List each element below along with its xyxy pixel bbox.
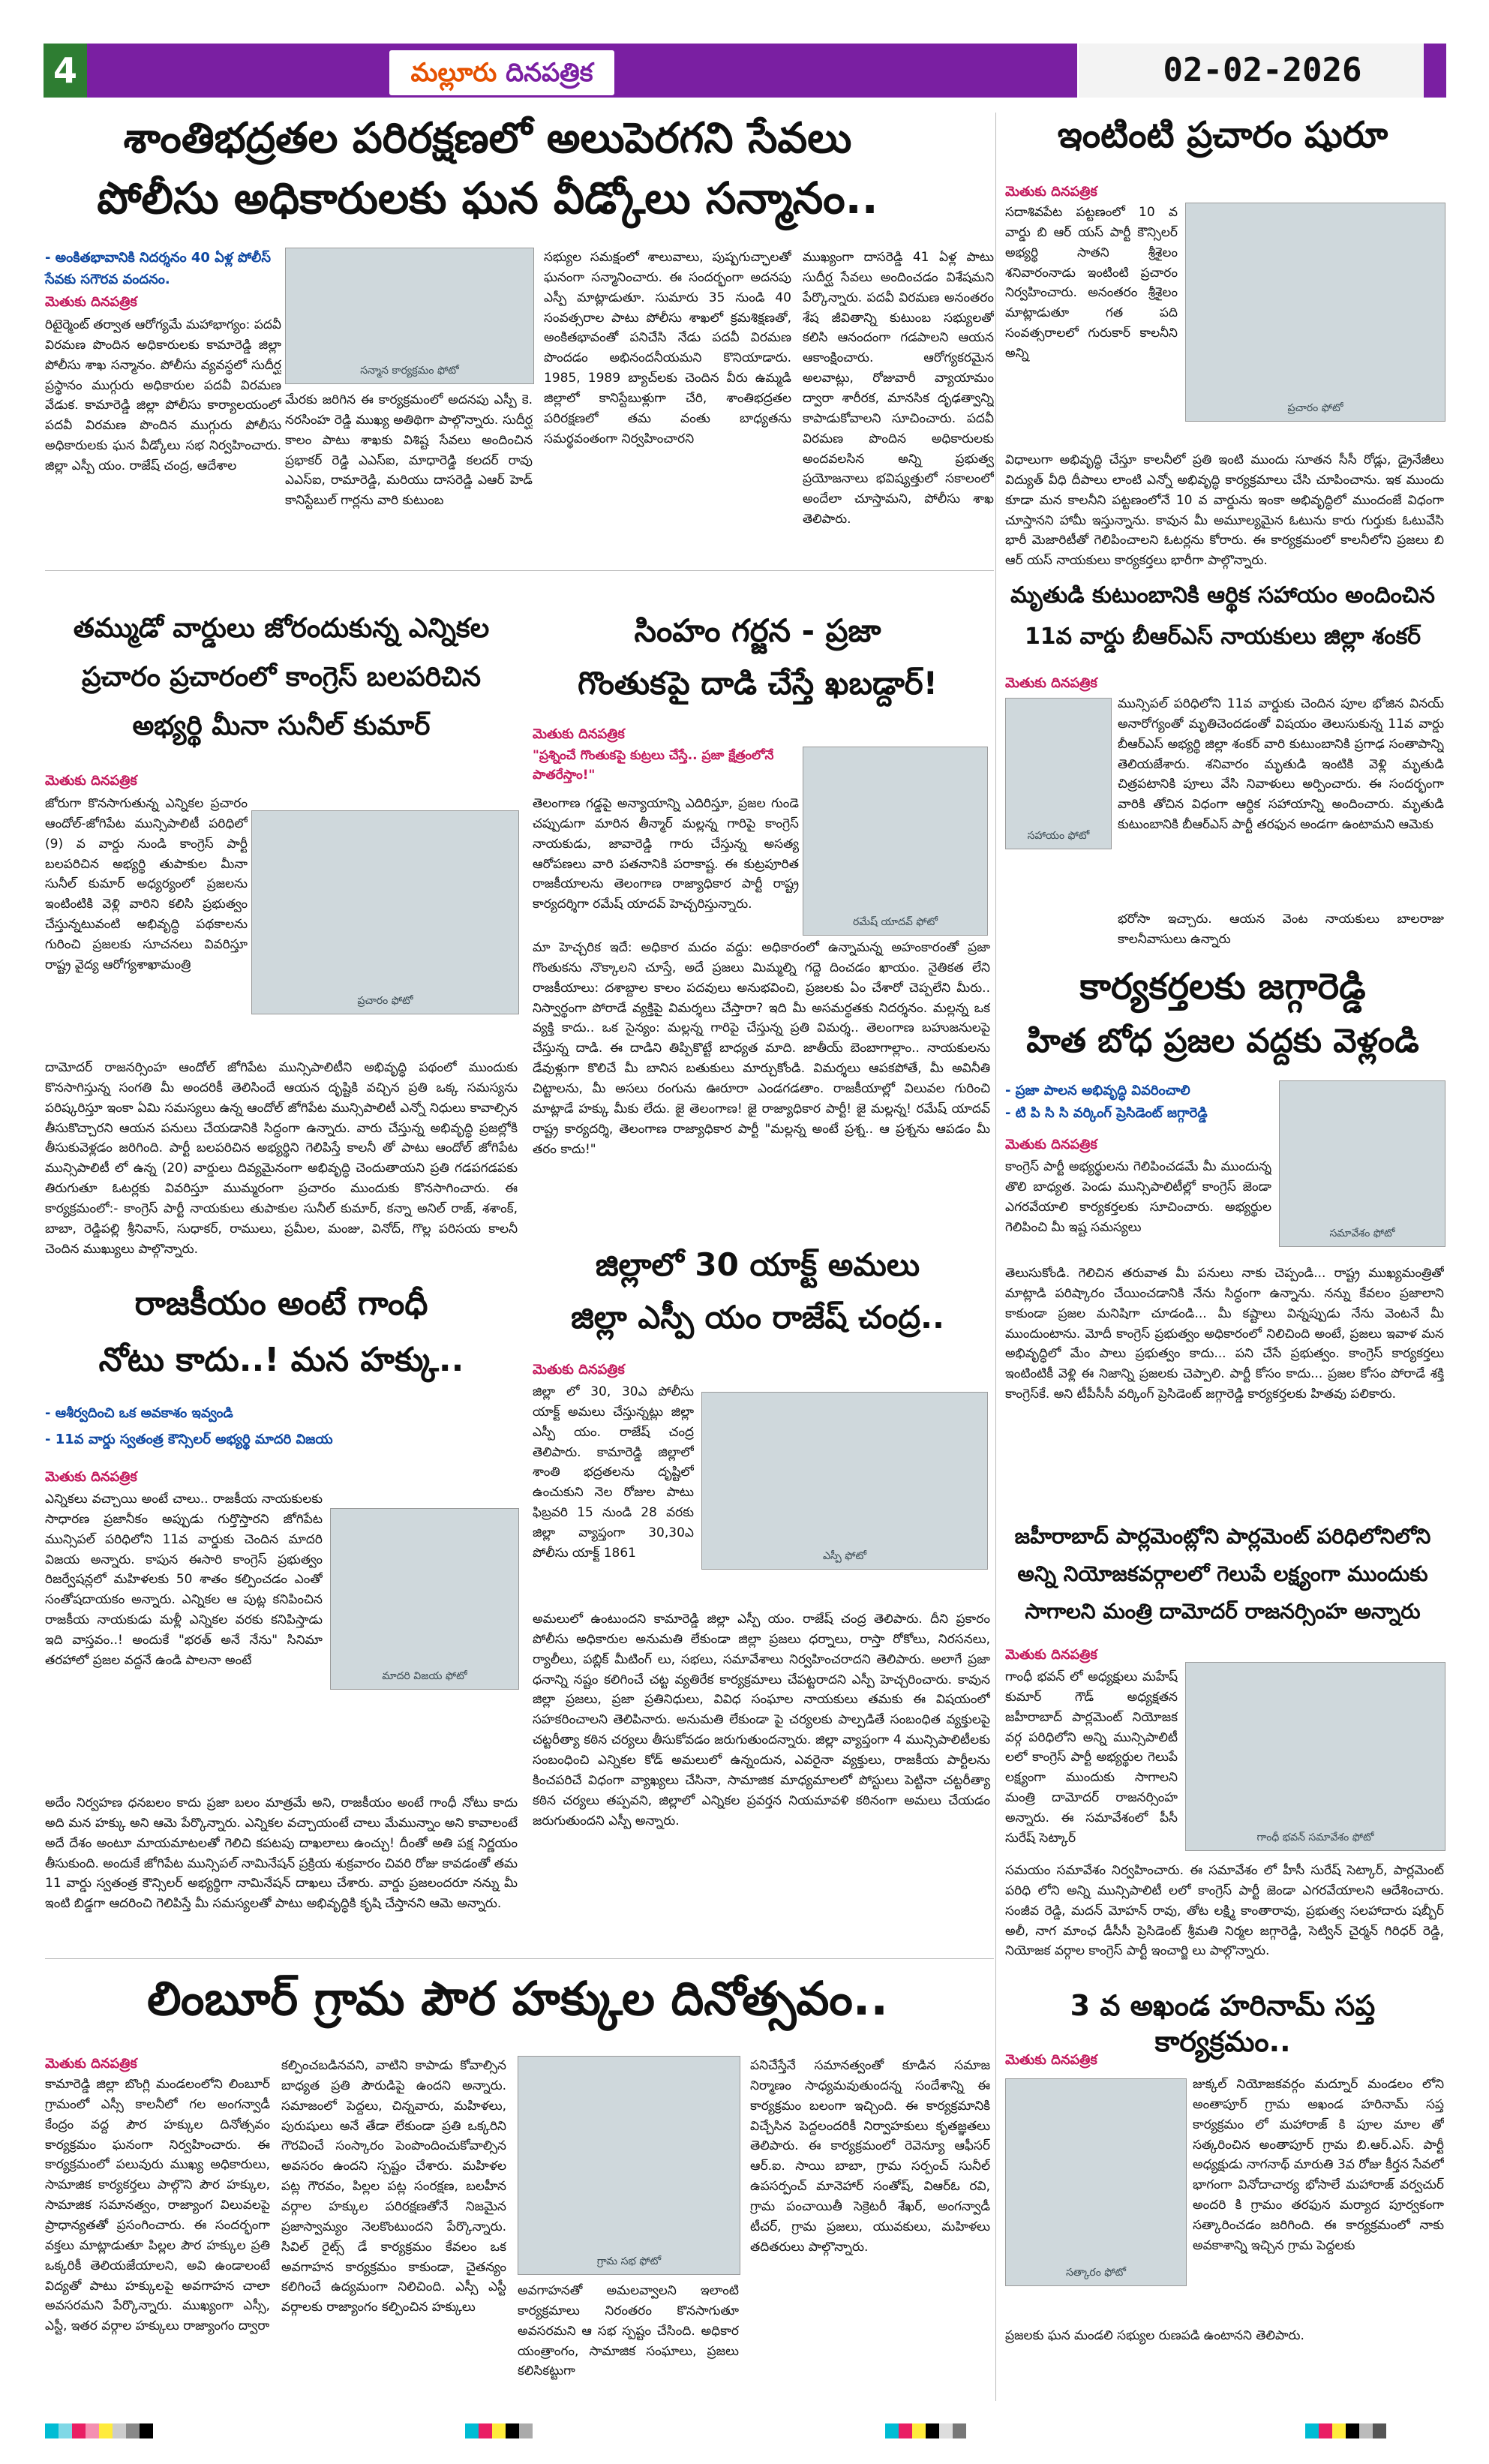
workers-headline-1: కార్యకర్తలకు జగ్గారెడ్డి	[1079, 966, 1366, 1008]
limbur-col1: కామారెడ్డి జిల్లా బొంగ్లి మండలంలోని లింబూర్ గ్రామంలో ఎస్సీ కాలనీలో గల అంగన్వాడీ కేంద్రం వద్ద పౌర హక్కుల దినోత్సవం కార్యక్రమం ఘనంగా నిర్వహించారు. ఈ కార్యక్రమంలో పలువురు ముఖ్య అధికారులు, సామాజిక కార్యకర్తలు పాల్గొని పౌర హక్కుల, సామాజిక సమానత్వం, రాజ్యాంగ విలువలపై ప్రాధాన్యతతో ప్రసంగించారు. ఈ సందర్భంగా వక్తలు మాట్లాడుతూ పిల్లల పౌర హక్కుల ప్రతి ఒక్కరికీ తెలియజేయాలని, అవి ఉండాలంటే విద్యతో పాటు హక్కులపై అవగాహన చాలా అవసరమని పేర్కొన్నారు. ముఖ్యంగా ఎస్సీ, ఎస్టీ, ఇతర వర్గాల హక్కులు రాజ్యాంగం ద్వారా	[45, 2077, 270, 2334]
gandhi-bullet-2: - 11వ వార్డు స్వతంత్ర కౌన్సిలర్ అభ్యర్థి మాదరి విజయ	[45, 1432, 333, 1447]
workers-bullet-2: - టి పి సి సి వర్కింగ్ ప్రెసిడెంట్ జగ్గారెడ్డి	[1005, 1105, 1208, 1121]
candidate-text-left: జోరుగా కొనసాగుతున్న ఎన్నికల ప్రచారం ఆందోల్-జోగిపేట మున్సిపాలిటీ పరిధిలో (9) వ వార్డు నుండి కాంగ్రెస్ పార్టీ బలపరిచిన అభ్యర్థి తుపాకుల మీనా సునీల్ కుమార్ అధ్యర్యంలో ప్రజలను ఇంటింటికి వెళ్లి వారిని కలిసి ప్రభుత్వం చేస్తున్నటువంటి అభివృద్ధి పథకాలను గురించి ప్రజలకు సూచనలు వివరిస్తూ రాష్ట్ర వైద్య ఆరోగ్యశాఖామంత్రి	[45, 796, 248, 972]
police-photo: సన్మాన కార్యక్రమం ఫోటో	[285, 248, 534, 384]
registration-bar	[465, 2423, 533, 2438]
section-rule	[45, 1958, 994, 1959]
police-col4: ముఖ్యంగా దాసరెడ్డి 41 ఏళ్ల పాటు సుదీర్ఘ సేవలు అందించడం విశేషమని పేర్కొన్నారు. పదవీ విరమణ అనంతరం శేష జీవితాన్ని కుటుంబ సభ్యులతో కలిసి ఆనందంగా గడపాలని ఆయన ఆకాంక్షించారు. ఆరోగ్యకరమైన అలవాట్లు, రోజువారీ వ్యాయామం ద్వారా శారీరక, మానసిక దృఢత్వాన్ని కాపాడుకోవాలని సూచించారు. పదవీ విరమణ పొందిన అధికారులకు అందవలసిన అన్ని ప్రభుత్వ ప్రయోజనాలు భవిష్యత్తులో సకాలంలో అందేలా చూస్తామని, పోలీసు శాఖ తెలిపారు.	[803, 250, 994, 527]
gandhi-source: మెతుకు దినపత్రిక	[45, 1469, 137, 1485]
harinam-photo: సత్కారం ఫోటో	[1005, 2078, 1187, 2286]
harinam-text-right: జుక్కల్ నియోజకవర్గం మద్నూర్ మండలం లోని అంతాపూర్ గ్రామ అఖండ హరినామ్ సప్త కార్యక్రమం లో మహారాజ్ కి పూల మాల తో సత్కరించిన అంతాపూర్ గ్రామ బి.ఆర్.ఎస్. పార్టీ అధ్యక్షుడు నాగనాథ్ మారుతి 3వ రోజు కీర్తన సేవలో భాగంగా వినోదాచార్య భోసాలే మహారాజ్ వర్వచుర్ అందరి కి గ్రామం తరఫున మర్యాద పూర్వకంగా సత్కారించడం జరిగింది. ఈ కార్యక్రమంలో నాకు అవకాశాన్ని ఇచ్చిన గ్రామ పెద్దలకు	[1193, 2077, 1444, 2253]
workers-text-full: తెలుసుకోండి. గెలిచిన తరువాత మీ పనులు నాకు చెప్పండి... రాష్ట్ర ముఖ్యమంత్రితో మాట్లాడి పరిష్కారం చేయించడానికి నేను సిద్ధంగా ఉన్నాను. నన్ను కేవలం ప్రజాలాని కాకుండా ప్రజల మనిషిగా చూడండి... మీ కష్టాలు విన్నప్పుడు నేను వెంటనే మీ ముందుంటాను. మోదీ కాంగ్రెస్ ప్రభుత్వం అధికారంలో నిలిచింది అంటే, ప్రజలు ఇవాళ మన అభివృద్ధిలో మేం పాలు ప్రభుత్వం కాదు... పని చేసే ప్రభుత్వం. కాంగ్రెస్ కార్యకర్తలు ఇంటింటికీ వెళ్లి ఈ నిజాన్ని ప్రజలకు చెప్పాలి. పార్టీ కోసం కాదు... ప్రజల కోసం పోరాడే శక్తి కాంగ్రెస్‌కే. అని టీపీసీసీ వర్కింగ్ ప్రెసిడెంట్ జగ్గారెడ్డి కార్యకర్తలకు హితవు పలికారు.	[1005, 1266, 1444, 1402]
limbur-headline: లింబూర్ గ్రామ పౌర హక్కుల దినోత్సవం..	[147, 1971, 888, 2026]
act30-photo: ఎస్పీ ఫోటో	[701, 1392, 988, 1570]
parliament-source: మెతుకు దినపత్రిక	[1005, 1647, 1097, 1663]
door-text-full: విధాలుగా అభివృద్ధి చేస్తూ కాలనీలో ప్రతి ఇంటి ముందు సూతన సీసీ రోడ్లు, డ్రైనేజీలు విద్యుత్ వీధి దీపాలు లాంటి ఎన్నో అభివృద్ధి కార్యక్రమాలు చేసి చూపించాను. ఇక ముందు కూడా మన కాలనీని పట్టణంలోనే 10 వ వార్డును ఇంకా అభివృద్ధిలో ముందంజే విధంగా చూస్తానని హామీ ఇస్తున్నాను. కావున మీ అమూల్యమైన ఓటును కారు గుర్తుకు ఓటువేసి భారీ మెజారిటీతో గెలిపించాలని ఓటర్లను కోరారు. ఈ కార్యక్రమంలో కాలనీలోని ప్రజలు బి ఆర్ యస్ నాయకులు కార్యకర్తలు భారీగా పాల్గొన్నారు.	[1005, 452, 1444, 569]
aid-text-full: భరోసా ఇచ్చారు. ఆయన వెంట నాయకులు బాలరాజు కాలనీవాసులు ఉన్నారు	[1118, 912, 1444, 947]
candidate-headline-1: తమ్ముడో వార్డులు జోరందుకున్న ఎన్నికల	[73, 613, 490, 644]
parliament-headline-2: అన్ని నియోజకవర్గాలలో గెలుపే లక్ష్యంగా ముందుకు	[1017, 1561, 1428, 1586]
logo-main: దినపత్రిక	[506, 58, 593, 88]
parliament-photo: గాంధీ భవన్ సమావేశం ఫోటో	[1185, 1662, 1445, 1851]
page-header	[44, 44, 1446, 98]
gandhi-bullet-1: - ఆశీర్వదించి ఒక అవకాశం ఇవ్వండి	[45, 1405, 233, 1421]
aid-photo: సహాయం ఫోటో	[1005, 698, 1112, 849]
candidate-headline-3: అభ్యర్థి మీనా సునీల్ కుమార్	[132, 711, 431, 741]
gandhi-text-full: అదేం నిర్వహణ ధనబలం కాదు ప్రజా బలం మాత్రమే అని, రాజకీయం అంటే గాంధీ నోటు కాదు అది మన హక్కు అని ఆమె పేర్కొన్నారు. ఎన్నికల వచ్చాయంటే చాలు మేమున్నాం అని కావాలంటే అదే దేశం అంటూ మాయమాటలతో గెలిచి కపటపు దాఖలాలు ఉంచ్చు! దీంతో అతి పక్ష నిర్ణయం తీసుకుంది. అందుకే జోగిపేట మున్సిపల్ నామినేషన్ ప్రక్రియ శుక్రవారం చివరి రోజు కావడంతో తమ 11 వార్డు స్వతంత్ర కౌన్సిలర్ అభ్యర్థిగా నామినేషన్ దాఖలు చేశారు. వార్డు ప్రజలందరూ నన్ను మీ ఇంటి బిడ్డగా ఆదరించి గెలిపిస్తే మీ సమస్యలతో పాటు అభివృద్ధికి కృషి చేస్తానని ఆమె అన్నారు.	[45, 1795, 518, 1912]
lion-source: మెతుకు దినపత్రిక	[533, 726, 625, 742]
candidate-text-full: దామోదర్ రాజనర్సింహ ఆందోల్ జోగిపేట మున్సిపాలిటీని అభివృద్ధి పథంలో ముందుకు కొనసాగిస్తున్న సంగతి మీ అందరికీ తెలిసిందే ఆయన దృష్టికి వచ్చిన ప్రతి ఒక్క సమస్యను పరిష్కరిస్తూ ఇంకా ఏమి సమస్యలు ఉన్న ఆందోల్ జోగిపేట మున్సిపాలిటీ ఎన్నో నిధులు కావాల్సిన తీసుకొచ్చారని ఆయన పనులు చేయడానికి సిద్ధంగా ఉన్నారు. వారు చేస్తున్న అభివృద్ధి ప్రజల్లోకి తీసుకువెళ్లడం జరిగింది. పార్టీ బలపరిచిన అభ్యర్థిని గెలిపిస్తే కాలనీ తో పాటు ఆందోల్ జోగిపేట మున్సిపాలిటీ లో ఉన్న (20) వార్డులు దివ్యమైనంగా అభివృద్ధి చెందుతాయని ప్రతి గడపగడపకు తిరుగుతూ ఓటర్లకు వివరిస్తూ ముమ్మరంగా ప్రచారం ముందుకు కొనసాగించారు. ఈ కార్యక్రమంలో:- కాంగ్రెస్ పార్టీ నాయకులు తుపాకుల సునీల్ కుమార్, కన్నా అనిల్ రాజ్, శశాంక్, బాబా, రెడ్డిపల్లి శ్రీనివాస్, సుధాకర్, రాములు, ప్రమీల, మంజు, వినోద్, గొల్ల పరిసయ కాలనీ చెందిన ముఖ్యులు పాల్గొన్నారు.	[45, 1060, 518, 1257]
section-rule	[45, 570, 994, 571]
candidate-photo: ప్రచారం ఫోటో	[251, 810, 519, 1014]
police-headline-1: శాంతిభద్రతల పరిరక్షణలో అలుపెరగని సేవలు	[123, 114, 852, 163]
limbur-source: మెతుకు దినపత్రిక	[45, 2056, 137, 2072]
registration-bar	[45, 2423, 153, 2438]
lion-photo: రమేష్ యాదవ్ ఫోటో	[803, 747, 988, 936]
door-source: మెతుకు దినపత్రిక	[1005, 184, 1097, 200]
act30-source: మెతుకు దినపత్రిక	[533, 1362, 625, 1378]
limbur-col3	[518, 2281, 739, 2405]
gandhi-text-left: ఎన్నికలు వచ్చాయి అంటే చాలు.. రాజకీయ నాయకులకు సాధారణ ప్రజానీకం అప్పుడు గుర్తొస్తారని జోగిపేట మున్సిపల్ పరిధిలోని 11వ వార్డుకు చెందిన మాదరి విజయ అన్నారు. కాపున ఈసారి కాంగ్రెస్ ప్రభుత్వం రిజర్వేషన్లలో మహిళలకు 50 శాతం కల్పించడం ఎంతో సంతోషదాయకం అన్నారు. ఎన్నికల ఆ పుట్ల కనిపించిన రాజకీయ నాయకుడు మళ్లీ ఎన్నికల వరకు కనిపిస్తాడు ఇది వాస్తవం..! అందుకే "భరత్ అనే నేను" సినిమా తరహాలో ప్రజల వద్దనే ఉండి పాలనా అంటే	[45, 1492, 323, 1668]
limbur-col3b-text: సంఘాలు, ప్రజలు కలిసికట్టుగా	[518, 2343, 739, 2379]
door-photo: ప్రచారం ఫోటో	[1185, 203, 1445, 422]
issue-date: 02-02-2026	[1079, 44, 1446, 98]
police-headline-2: పోలీసు అధికారులకు ఘన వీడ్కోలు సన్మానం..	[97, 173, 878, 224]
candidate-source: మెతుకు దినపత్రిక	[45, 773, 137, 789]
act30-text-left: జిల్లా లో 30, 30ఎ పోలీసు యాక్ట్ అమలు చేస్తున్నట్లు జిల్లా ఎస్పీ యం. రాజేష్ చంద్ర తెలిపారు. కామారెడ్డి జిల్లాలో శాంతి భద్రతలను దృష్టిలో ఉంచుకుని నెల రోజుల పాటు ఫిబ్రవరి 15 నుండి 28 వరకు జిల్లా వ్యాప్తంగా 30,30ఎ పోలీసు యాక్ట్ 1861	[533, 1384, 694, 1561]
limbur-col3-text: అవగాహనతో అమలవ్వాలని ఇలాంటి కార్యక్రమాలు నిరంతరం కొనసాగుతూ అవసరమని ఆ సభ స్పష్టం చేసింది. అధికార యంత్రాంగం, సామాజిక	[518, 2283, 739, 2359]
gandhi-headline-2: నోటు కాదు..! మన హక్కు..	[98, 1341, 464, 1379]
door-text-left: సదాశివపేట పట్టణంలో 10 వ వార్డు బి ఆర్ యస్ పార్టీ కౌన్సిలర్ అభ్యర్థి సాతని శ్రీశైలం శనివారంనాడు ఇంటింటి ప్రచారం నిర్వహించారు. అనంతరం శ్రీశైలం మాట్లాడుతూ గత పది సంవత్సరాలలో గురుకార్ కాలనీని అన్ని	[1005, 205, 1178, 362]
lion-headline-2: గొంతుకపై దాడి చేస్తే ఖబడ్దార్!	[578, 665, 938, 702]
header-stripe	[1424, 44, 1446, 98]
parliament-headline-1: జహీరాబాద్ పార్లమెంట్లోని పార్లమెంట్ పరిధిలోనిలోని	[1014, 1524, 1431, 1549]
limbur-col2: కల్పించబడినవని, వాటిని కాపాడు కోవాల్సిన బాధ్యత ప్రతి పౌరుడిపై ఉందని అన్నారు. సమాజంలో పెద్దలు, చిన్నవారు, మహిళలు, పురుషులు అనే తేడా లేకుండా ప్రతి ఒక్కరిని గౌరవించే సంస్కారం పెంపొందించుకోవాల్సిన అవసరం ఉందని స్పష్టం చేశారు. మహిళల పట్ల గౌరవం, పిల్లల పట్ల సంరక్షణ, బలహీన వర్గాల హక్కుల పరిరక్షణతోనే నిజమైన ప్రజాస్వామ్యం నెలకొంటుందని పేర్కొన్నారు. సివిల్ రైట్స్ డే కార్యక్రమం కేవలం ఒక అవగాహన కార్యక్రమం కాకుండా, చైతన్యం కలిగించే ఉద్యమంగా నిలిచింది. ఎస్సీ ఎస్టీ వర్గాలకు రాజ్యాంగం కల్పించిన హక్కులు	[281, 2058, 506, 2315]
act30-text-full: అమలులో ఉంటుందని కామారెడ్డి జిల్లా ఎస్పీ యం. రాజేష్ చంద్ర తెలిపారు. దీని ప్రకారం పోలీసు అధికారుల అనుమతి లేకుండా జిల్లా ప్రజలు ధర్నాలు, రాస్తా రోకోలు, నిరసనలు, ర్యాలీలు, పబ్లిక్ మీటింగ్ లు, సభలు, సమావేశాలు నిర్వహించరాదని తెలిపారు. అలాగే ప్రజా ధనాన్ని నష్టం కలిగించే చట్ట వ్యతిరేక కార్యక్రమాలు చేపట్టరాదని ఎస్పీ హెచ్చరించారు. కావున జిల్లా ప్రజలు, ప్రజా ప్రతినిధులు, వివిధ సంఘాల నాయకులు తమకు ఈ విషయంలో సహకరించాలని తెలిపినారు. అనుమతి లేకుండా పై చర్యలకు పాల్పడితే సంబంధిత వ్యక్తులపై చట్టరీత్యా కఠిన చర్యలు తీసుకోవడం జరుగుతుందన్నారు. జిల్లా వ్యాప్తంగా 4 మున్సిపాలిటీలకు సంబంధించి ఎన్నికల కోడ్ అమలులో ఉన్నందున, ఎవరైనా వ్యక్తులు, రాజకీయ పార్టీలను కించపరిచే విధంగా వ్యాఖ్యలు చేసినా, సామాజిక మాధ్యమాలలో పోస్టులు పెట్టినా చట్టరీత్యా కఠిన చర్యలు తప్పవని, జిల్లాలో ఎన్నికల ప్రవర్తన నియమావళి కఠినంగా అమలు చేయడం జరుగుతుందని ఎస్పీ అన్నారు.	[533, 1612, 990, 1828]
harinam-source: మెతుకు దినపత్రిక	[1005, 2052, 1097, 2068]
aid-headline-1: మృతుడి కుటుంబానికి ఆర్థిక సహాయం అందించిన	[1010, 582, 1435, 608]
masthead-logo	[387, 48, 617, 98]
police-col2: మేరకు జరిగిన ఈ కార్యక్రమంలో అదనపు ఎస్పీ కె. నరసింహ రెడ్డి ముఖ్య అతిథిగా పాల్గొన్నారు. సుదీర్ఘ కాలం పాటు శాఖకు విశిష్ట సేవలు అందించిన ప్రభాకర్ రెడ్డి ఎఎస్ఐ, మాధారెడ్డి కలదర్ రావు ఎఎస్ఐ, రామారెడ్డి, మరియు దాసరెడ్డి ఎఆర్ హెడ్ కానిస్టేబుల్ గార్లను వారి కుటుంబ	[285, 392, 533, 509]
workers-text-left: కాంగ్రెస్ పార్టీ అభ్యర్థులను గెలిపించడమే మీ ముందున్న తొలి బాధ్యత. పెండు మున్సిపాలిటీల్లో కాంగ్రెస్ జెండా ఎగరవేయాలి కార్యకర్తలకు సూచించారు. అభ్యర్థుల గెలిపించి మీ ఇష్ట సమస్యలు	[1005, 1159, 1271, 1235]
limbur-photo: గ్రామ సభ ఫోటో	[518, 2056, 740, 2275]
harinam-headline: 3 వ అఖండ హరినామ్ సప్త కార్యక్రమం..	[1070, 1989, 1376, 2058]
limbur-col4: పనిచేస్తేనే సమానత్వంతో కూడిన సమాజ నిర్మాణం సాధ్యమవుతుందన్న సందేశాన్ని ఈ కార్యక్రమం బలంగా ఇచ్చింది. ఈ కార్యక్రమానికి విచ్చేసిన పెద్దలందరికీ నిర్వాహకులు కృతజ్ఞతలు తెలిపారు. ఈ కార్యక్రమంలో రెవెన్యూ ఆఫీసర్ ఆర్.ఐ. సాయి బాబా, గ్రామ సర్పంచ్ సునీల్ ఉపసర్పంచ్ మానెహార్ సంతోష్, విఆర్ఓ రవి, గ్రామ పంచాయితీ సెక్రెటరీ శేఖర్, అంగన్వాడీ టీచర్, గ్రామ ప్రజలు, యువకులు, మహిళలు తదితరులు పాల్గొన్నారు.	[750, 2058, 990, 2255]
door-headline: ఇంటింటి ప్రచారం షురూ	[1057, 114, 1388, 156]
police-col3: సభ్యుల సమక్షంలో శాలువాలు, పుష్పగుచ్ఛాలతో ఘనంగా సన్మానించారు. ఈ సందర్భంగా అదనపు ఎస్పీ మాట్లాడుతూ. సుమారు 35 నుండి 40 సంవత్సరాల పాటు పోలీసు శాఖలో క్రమశిక్షణతో, అంకితభావంతో పనిచేసి నేడు పదవీ విరమణ పొందడం అభినందనీయమని కొనియాడారు. 1985, 1989 బ్యాచ్‌లకు చెందిన వీరు ఉమ్మడి జిల్లాలో కానిస్టేబుళ్లుగా చేరి, శాంతిభద్రతల పరిరక్షణలో తమ వంతు బాధ్యతను సమర్థవంతంగా నిర్వహించారని	[544, 250, 791, 446]
lion-headline-1: సింహం గర్జన - ప్రజా	[634, 612, 881, 649]
header-band	[87, 44, 1077, 98]
logo-prefix: మల్లూరు	[410, 58, 497, 88]
column-rule	[995, 113, 996, 2401]
police-col1: రిటైర్మెంట్ తర్వాత ఆరోగ్యమే మహాభాగ్యం: పదవీ విరమణ పొందిన అధికారులకు కామారెడ్డి జిల్లా పోలీసు శాఖ సన్మానం. పోలీసు వ్యవస్థలో సుదీర్ఘ ప్రస్థానం ముగ్గురు అధికారుల పదవీ విరమణ వేడుక. కామారెడ్డి జిల్లా పోలీసు కార్యాలయంలో పదవీ విరమణ పొందిన ముగ్గురు పోలీసు అధికారులకు ఘన వీడ్కోలు సభ నిర్వహించారు. జిల్లా ఎస్పీ యం. రాజేష్ చంద్ర, ఆదేశాల	[45, 317, 281, 474]
aid-text-right: మున్సిపల్ పరిధిలోని 11వ వార్డుకు చెందిన పూల భోజిన వినయ్ అనారోగ్యంతో మృతిచెందడంతో విషయం తెలుసుకున్న 11వ వార్డు బీఆర్ఎస్ అభ్యర్థి జిల్లా శంకర్ వారి కుటుంబానికి ప్రగాఢ సంతాపాన్ని తెలియజేశారు. శనివారం మృతుడి ఇంటికి వెళ్లి మృతుడి చిత్రపటానికి పూలు వేసి నివాళులు అర్పించారు. ఈ సందర్భంగా వారికి తోచిన విధంగా ఆర్థిక సహాయాన్ని అందించారు. మృతుడి కుటుంబానికి బీఆర్ఎస్ పార్టీ తరఫున అండగా ఉంటామని ఆమెకు	[1118, 696, 1444, 833]
parliament-text-left: గాంధీ భవన్ లో అధ్యక్షులు మహేష్ కుమార్ గౌడ్ అధ్యక్షతన జహీరాబాద్ పార్లమెంట్ నియోజక వర్గ పరిధిలోని అన్ని మున్సిపాలిటీ లలో కాంగ్రెస్ పార్టీ అభ్యర్థుల గెలుపే లక్ష్యంగా ముందుకు సాగాలని మంత్రి దామోదర్ రాజనర్సింహ అన్నారు. ఈ సమావేశంలో పీసీ సురేష్ సెట్కార్	[1005, 1669, 1178, 1846]
aid-headline-2: 11వ వార్డు బీఆర్ఎస్ నాయకులు జిల్లా శంకర్	[1024, 624, 1421, 650]
registration-bar	[885, 2423, 966, 2438]
act30-headline-2: జిల్లా ఎస్పీ యం రాజేష్ చంద్ర..	[571, 1299, 944, 1336]
registration-bar	[1305, 2423, 1386, 2438]
gandhi-photo: మాదరి విజయ ఫోటో	[330, 1508, 519, 1690]
lion-text-full: మా హెచ్చరిక ఇదే: అధికార మదం వద్దు: అధికారంలో ఉన్నామన్న అహంకారంతో ప్రజా గొంతుకను నొక్కాలని చూస్తే, అదే ప్రజలు మిమ్మల్ని గద్దె దించడం ఖాయం. నైతికత లేని రాజకీయాలు: దశాబ్దాల కాలం పదవులు అనుభవించి, ప్రజలకు ఏం చేశారో చెప్పలేని మీరు.. నిస్వార్థంగా పోరాడే వ్యక్తిపై విమర్శలు చేస్తారా? ఇది మీ అసమర్థతకు నిదర్శనం. మల్లన్న ఒక వ్యక్తి కాదు.. ఒక సైన్యం: మల్లన్న గారిపై చేస్తున్న ప్రతి విమర్శ.. తెలంగాణ బహుజనులపై చేస్తున్న దాడి. ఈ దాడిని తిప్పికొట్టే బాధ్యత మాది. జాతీయ్ బెంబాగాల్లాం.. నాయకులను డేవుళ్లుగా కొలిచే మీ బానిస బతుకులు మార్చుకోండి. విమర్శలు ఆపకపోతే, మీ అవినీతి చిట్టాలను, మీ అసలు రంగును ఊరూరా ఎండగడతాం. రాజకీయాల్లో విలువల గురించి మాట్లాడే హక్కు మీకు లేదు. జై తెలంగాణ! జై రాజ్యాధికార పార్టీ! జై మల్లన్న! రమేష్ యాదవ్ రాష్ట్ర కార్యదర్శి, తెలంగాణ రాజ్యాధికార పార్టీ "మల్లన్న అంటే ప్రశ్న.. ఆ ప్రశ్నను ఆపడం మీ తరం కాదు!"	[533, 940, 990, 1157]
act30-headline-1: జిల్లాలో 30 యాక్ట్ అమలు	[595, 1246, 920, 1283]
harinam-text-full: ప్రజలకు ఘన మండలి సభ్యుల రుణపడి ఉంటానని తెలిపారు.	[1005, 2328, 1304, 2343]
page-number: 4	[44, 44, 87, 98]
lion-quote: "ప్రశ్నించే గొంతుకపై కుట్రలు చేస్తే.. ప్రజా క్షేత్రంలోనే పాతరేస్తాం!"	[533, 748, 774, 783]
workers-bullet-1: - ప్రజా పాలన అభివృద్ధి వివరించాలి	[1005, 1083, 1190, 1098]
police-source: మెతుకు దినపత్రిక	[45, 294, 137, 310]
parliament-text-full: సమయం సమావేశం నిర్వహించారు. ఈ సమావేశం లో హీసీ సురేష్ సెట్కార్, పార్లమెంట్ పరిధి లోని అన్ని మున్సిపాలిటీ లలో కాంగ్రెస్ పార్టీ జెండా ఎగరవేయాలని ఆదేశించారు. సంజీవ రెడ్డి, మదన్ మోహన్ రావు, తోట లక్ష్మి కాంతారావు, ప్రభుత్వ సలహాదారు షబ్బీర్ అలీ, నాగ మాంఛ డీసీసీ ప్రెసిడెంట్ శ్రీమతి నిర్మల జగ్గారెడ్డి, సెట్విన్ చైర్మన్ గిరిధర్ రెడ్డి, నియోజక వర్గాల కాంగ్రెస్ పార్టీ ఇంచార్జి లు పాల్గొన్నారు.	[1005, 1863, 1444, 1959]
aid-source: మెతుకు దినపత్రిక	[1005, 675, 1097, 691]
parliament-headline-3: సాగాలని మంత్రి దామోదర్ రాజనర్సింహ అన్నారు	[1025, 1599, 1421, 1624]
gandhi-headline-1: రాజకీయం అంటే గాంధీ	[134, 1285, 428, 1323]
police-bullet: - అంకితభావానికి నిదర్శనం 40 ఏళ్ల పోలీస్ సేవకు సగౌరవ వందనం.	[45, 250, 272, 287]
workers-photo: సమావేశం ఫోటో	[1279, 1080, 1445, 1247]
candidate-headline-2: ప్రచారం ప్రచారంలో కాంగ్రెస్ బలపరిచిన	[81, 662, 482, 693]
lion-text-left: తెలంగాణ గడ్డపై అన్యాయాన్ని ఎదిరిస్తూ, ప్రజల గుండె చప్పుడుగా మారిన తీన్మార్ మల్లన్న గారిపై కాంగ్రెస్ నాయకుడు, జావారెడ్డి గారు చేస్తున్న అసత్య ఆరోపణలు వారి పతనానికి పరాకాష్ట. ఈ కుట్రపూరిత రాజకీయాలను తెలంగాణ రాజ్యాధికార పార్టీ రాష్ట్ర కార్యదర్శిగా రమేష్ యాదవ్ హెచ్చరిస్తున్నారు.	[533, 796, 799, 912]
workers-headline-2: హిత బోధ ప్రజల వద్దకు వెళ్లండి	[1026, 1022, 1419, 1060]
workers-source: మెతుకు దినపత్రిక	[1005, 1137, 1097, 1152]
